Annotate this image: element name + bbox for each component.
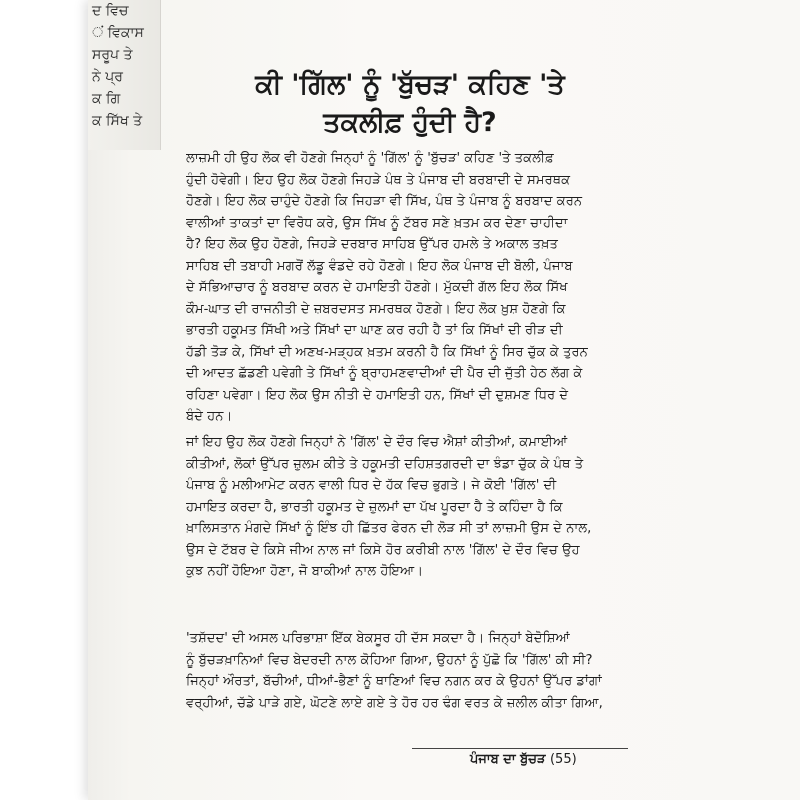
text-line: ਹੁੰਦੀ ਹੋਵੇਗੀ। ਇਹ ਉਹ ਲੋਕ ਹੋਣਗੇ ਜਿਹੜੇ ਪੰਥ ਤੇ ਪੰਜਾਬ ਦੀ ਬਰਬਾਦੀ ਦੇ ਸਮਰਥਕ bbox=[186, 172, 571, 188]
body-paragraph bbox=[186, 432, 638, 583]
text-line: ਹੋਣਗੇ। ਇਹ ਲੋਕ ਚਾਹੁੰਦੇ ਹੋਣਗੇ ਕਿ ਜਿਹੜਾ ਵੀ ਸਿੱਖ, ਪੰਥ ਤੇ ਪੰਜਾਬ ਨੂੰ ਬਰਬਾਦ ਕਰਨ bbox=[186, 194, 583, 209]
text-line: ਕੌਮ-ਘਾਤ ਦੀ ਰਾਜਨੀਤੀ ਦੇ ਜ਼ਬਰਦਸਤ ਸਮਰਥਕ ਹੋਣਗੇ। ਇਹ ਲੋਕ ਖ਼ੁਸ਼ ਹੋਣਗੇ ਕਿ bbox=[186, 301, 566, 317]
text-line: ਸਾਹਿਬ ਦੀ ਤਬਾਹੀ ਮਗਰੋਂ ਲੱਡੂ ਵੰਡਦੇ ਰਹੇ ਹੋਣਗੇ। ਇਹ ਲੋਕ ਪੰਜਾਬ ਦੀ ਬੋਲੀ, ਪੰਜਾਬ bbox=[186, 258, 573, 274]
text-line: 'ਤਸ਼ੱਦਦ' ਦੀ ਅਸਲ ਪਰਿਭਾਸ਼ਾ ਇੱਕ ਬੇਕਸੂਰ ਹੀ ਦੱਸ ਸਕਦਾ ਹੈ। ਜਿਨ੍ਹਾਂ ਬੇਦੋਸ਼ਿਆਂ bbox=[186, 631, 570, 646]
running-footer bbox=[470, 752, 577, 767]
text-line: ਨੂੰ ਬੁੱਚੜਖ਼ਾਨਿਆਂ ਵਿਚ ਬੇਦਰਦੀ ਨਾਲ ਕੋਹਿਆ ਗਿਆ, ਉਹਨਾਂ ਨੂੰ ਪੁੱਛੋ ਕਿ 'ਗਿੱਲ' ਕੀ ਸੀ? bbox=[186, 652, 593, 668]
text-line: ਲਾਜ਼ਮੀ ਹੀ ਉਹ ਲੋਕ ਵੀ ਹੋਣਗੇ ਜਿਨ੍ਹਾਂ ਨੂੰ 'ਗਿੱਲ' ਨੂੰ 'ਬੁੱਚੜ' ਕਹਿਣ 'ਤੇ ਤਕਲੀਫ਼ bbox=[186, 151, 554, 166]
body-paragraph bbox=[186, 628, 638, 714]
text-line: ਦੇ ਸੱਭਿਆਚਾਰ ਨੂੰ ਬਰਬਾਦ ਕਰਨ ਦੇ ਹਮਾਇਤੀ ਹੋਣਗੇ। ਮੁੱਕਦੀ ਗੱਲ ਇਹ ਲੋਕ ਸਿੱਖ bbox=[186, 280, 568, 295]
text-line: ਬੰਦੇ ਹਨ। bbox=[186, 409, 233, 424]
left-page-fragment: ਦ ਵਿਚ bbox=[92, 3, 129, 19]
chapter-title-line: ਤਕਲੀਫ਼ ਹੁੰਦੀ ਹੈ? bbox=[323, 107, 497, 138]
text-line: ਵਰ੍ਹੀਆਂ, ਚੱਡੇ ਪਾੜੇ ਗਏ, ਘੋਟਣੇ ਲਾਏ ਗਏ ਤੇ ਹੋਰ ਹਰ ਢੰਗ ਵਰਤ ਕੇ ਜ਼ਲੀਲ ਕੀਤਾ ਗਿਆ, bbox=[186, 695, 603, 711]
text-line: ਹਮਾਇਤ ਕਰਦਾ ਹੈ, ਭਾਰਤੀ ਹਕੂਮਤ ਦੇ ਜ਼ੁਲਮਾਂ ਦਾ ਪੱਖ ਪੂਰਦਾ ਹੈ ਤੇ ਕਹਿੰਦਾ ਹੈ ਕਿ bbox=[186, 499, 563, 515]
text-line: ਉਸ ਦੇ ਟੱਬਰ ਦੇ ਕਿਸੇ ਜੀਅ ਨਾਲ ਜਾਂ ਕਿਸੇ ਹੋਰ ਕਰੀਬੀ ਨਾਲ 'ਗਿੱਲ' ਦੇ ਦੌਰ ਵਿਚ ਉਹ bbox=[186, 542, 580, 558]
footer-divider bbox=[412, 748, 628, 749]
left-page-fragment: ਕ ਗਿ bbox=[92, 91, 121, 107]
body-paragraph bbox=[186, 148, 638, 428]
text-line: ਪੰਜਾਬ ਨੂੰ ਮਲੀਆਮੇਟ ਕਰਨ ਵਾਲੀ ਧਿਰ ਦੇ ਹੱਕ ਵਿਚ ਭੁਗਤੇ। ਜੇ ਕੋਈ 'ਗਿੱਲ' ਦੀ bbox=[186, 478, 557, 493]
text-line: ਰਹਿਣਾ ਪਵੇਗਾ। ਇਹ ਲੋਕ ਉਸ ਨੀਤੀ ਦੇ ਹਮਾਇਤੀ ਹਨ, ਸਿੱਖਾਂ ਦੀ ਦੁਸ਼ਮਣ ਧਿਰ ਦੇ bbox=[186, 387, 569, 403]
chapter-title-line: ਕੀ 'ਗਿੱਲ' ਨੂੰ 'ਬੁੱਚੜ' ਕਹਿਣ 'ਤੇ bbox=[255, 69, 565, 100]
left-page-fragment: ਸਰੂਪ ਤੇ bbox=[92, 47, 133, 63]
footer-book-title: ਪੰਜਾਬ ਦਾ ਬੁੱਚੜ bbox=[470, 752, 546, 767]
text-line: ਵਾਲੀਆਂ ਤਾਕਤਾਂ ਦਾ ਵਿਰੋਧ ਕਰੇ, ਉਸ ਸਿੱਖ ਨੂੰ ਟੱਬਰ ਸਣੇ ਖ਼ਤਮ ਕਰ ਦੇਣਾ ਚਾਹੀਦਾ bbox=[186, 215, 568, 231]
text-line: ਖ਼ਾਲਿਸਤਾਨ ਮੰਗਦੇ ਸਿੱਖਾਂ ਨੂੰ ਇੰਝ ਹੀ ਛਿੱਤਰ ਫੇਰਨ ਦੀ ਲੋੜ ਸੀ ਤਾਂ ਲਾਜ਼ਮੀ ਉਸ ਦੇ ਨਾਲ, bbox=[186, 521, 592, 536]
text-line: ਜਾਂ ਇਹ ਉਹ ਲੋਕ ਹੋਣਗੇ ਜਿਨ੍ਹਾਂ ਨੇ 'ਗਿੱਲ' ਦੇ ਦੌਰ ਵਿਚ ਐਸ਼ਾਂ ਕੀਤੀਆਂ, ਕਮਾਈਆਂ bbox=[186, 435, 568, 450]
text-line: ਕੀਤੀਆਂ, ਲੋਕਾਂ ਉੱਪਰ ਜ਼ੁਲਮ ਕੀਤੇ ਤੇ ਹਕੂਮਤੀ ਦਹਿਸ਼ਤਗਰਦੀ ਦਾ ਝੰਡਾ ਚੁੱਕ ਕੇ ਪੰਥ ਤੇ bbox=[186, 456, 584, 472]
text-line: ਭਾਰਤੀ ਹਕੂਮਤ ਸਿੱਖੀ ਅਤੇ ਸਿੱਖਾਂ ਦਾ ਘਾਣ ਕਰ ਰਹੀ ਹੈ ਤਾਂ ਕਿ ਸਿੱਖਾਂ ਦੀ ਰੀੜ ਦੀ bbox=[186, 323, 563, 338]
left-page-fragment: ਕ ਸਿੱਖ ਤੇ bbox=[92, 113, 143, 129]
left-page-fragment: ਨੇ ਪ੍ਰ bbox=[92, 69, 123, 85]
text-line: ਜਿਨ੍ਹਾਂ ਔਰਤਾਂ, ਬੱਚੀਆਂ, ਧੀਆਂ-ਭੈਣਾਂ ਨੂੰ ਥਾਣਿਆਂ ਵਿਚ ਨਗਨ ਕਰ ਕੇ ਉਹਨਾਂ ਉੱਪਰ ਡਾਂਗਾਂ bbox=[186, 674, 602, 689]
chapter-title bbox=[160, 66, 660, 142]
previous-page-edge bbox=[88, 0, 161, 150]
page-number: (55) bbox=[549, 752, 577, 767]
text-line: ਦੀ ਆਦਤ ਛੱਡਣੀ ਪਵੇਗੀ ਤੇ ਸਿੱਖਾਂ ਨੂੰ ਬ੍ਰਾਹਮਣਵਾਦੀਆਂ ਦੀ ਪੈਰ ਦੀ ਜੁੱਤੀ ਹੇਠ ਲੱਗ ਕੇ bbox=[186, 366, 583, 381]
text-line: ਕੁਝ ਨਹੀਂ ਹੋਇਆ ਹੋਣਾ, ਜੋ ਬਾਕੀਆਂ ਨਾਲ ਹੋਇਆ। bbox=[186, 564, 424, 579]
left-page-fragment: ਂ ਵਿਕਾਸ bbox=[92, 25, 144, 41]
text-line: ਹੈ? ਇਹ ਲੋਕ ਉਹ ਹੋਣਗੇ, ਜਿਹੜੇ ਦਰਬਾਰ ਸਾਹਿਬ ਉੱਪਰ ਹਮਲੇ ਤੇ ਅਕਾਲ ਤਖ਼ਤ bbox=[186, 237, 558, 252]
text-line: ਹੱਡੀ ਤੋੜ ਕੇ, ਸਿੱਖਾਂ ਦੀ ਅਣਖ-ਮੜ੍ਹਕ ਖ਼ਤਮ ਕਰਨੀ ਹੈ ਕਿ ਸਿੱਖਾਂ ਨੂੰ ਸਿਰ ਚੁੱਕ ਕੇ ਤੁਰਨ bbox=[186, 344, 588, 360]
